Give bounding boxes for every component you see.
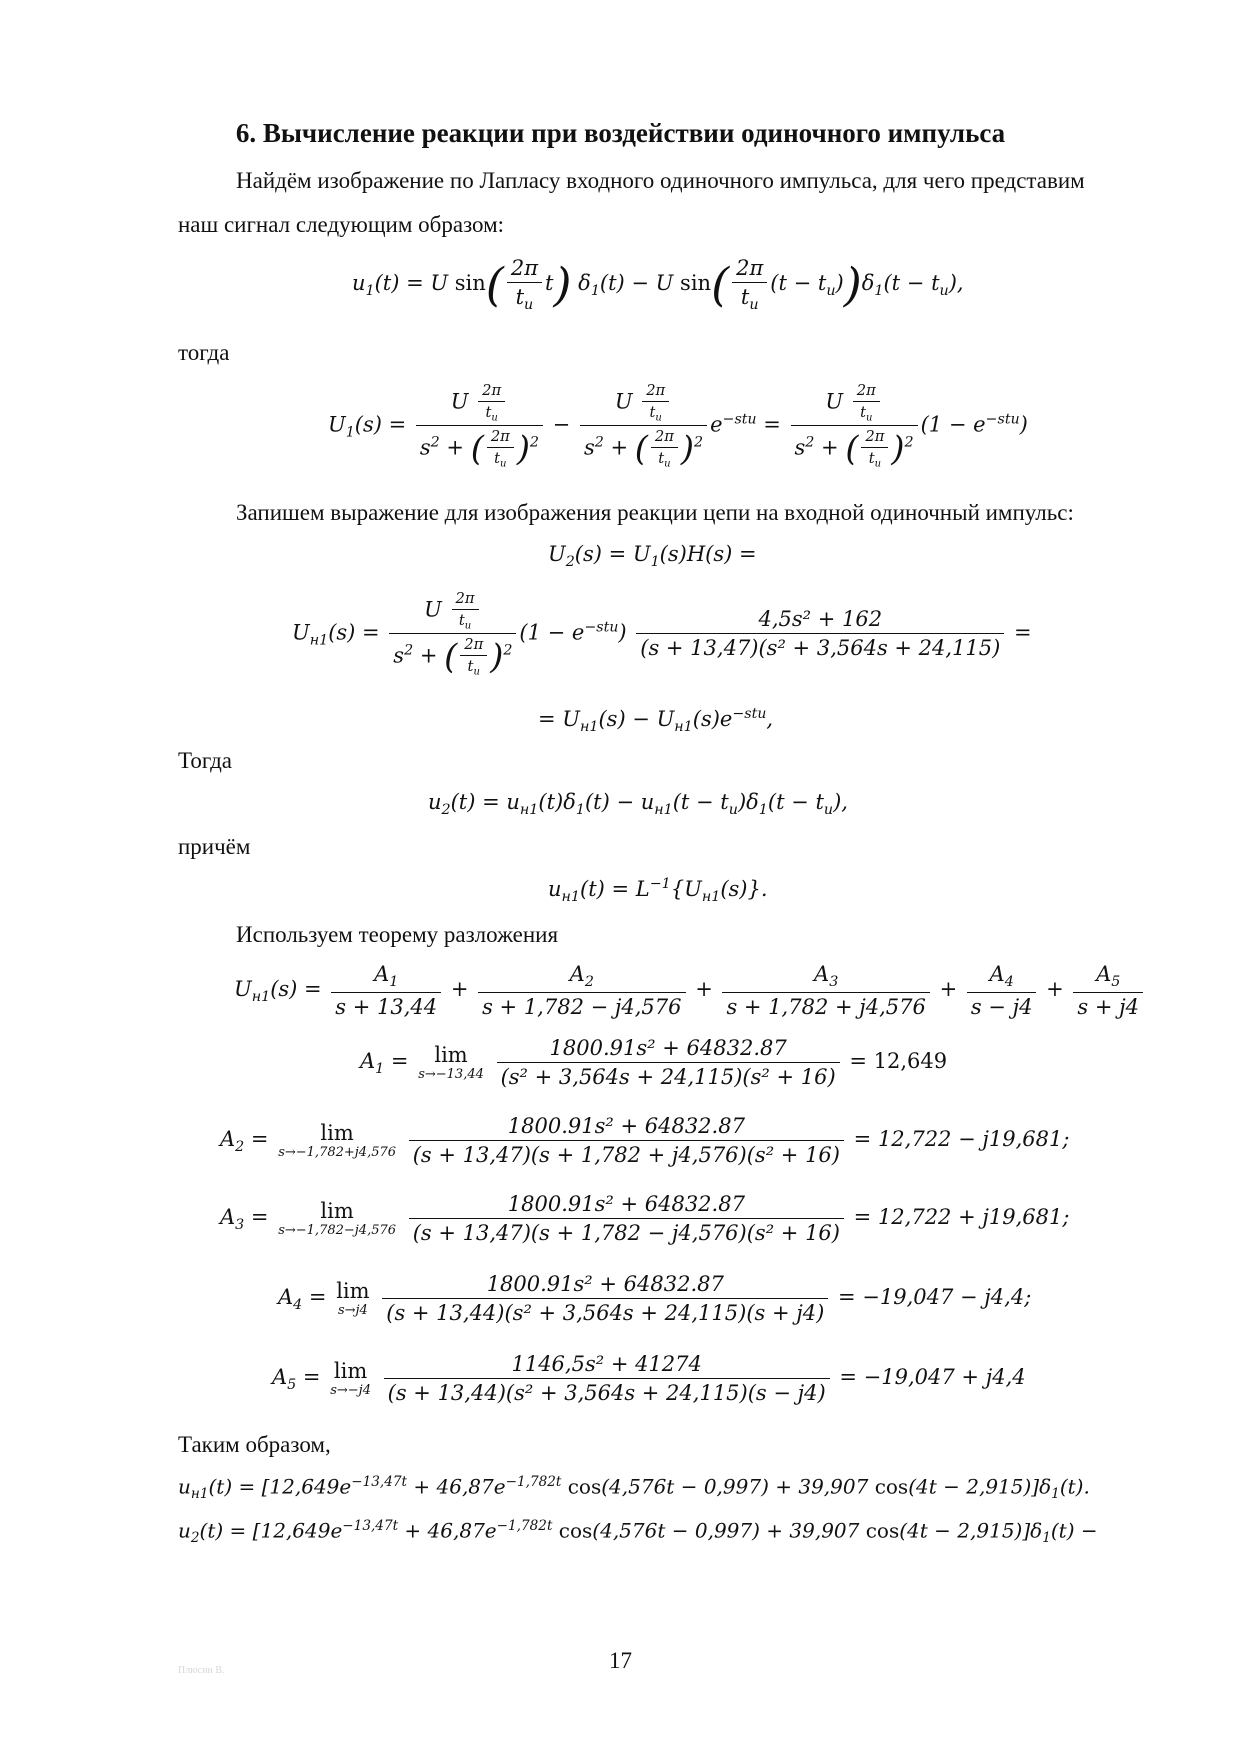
formula-U2s: $U_2(s) = U_1(s)H(s)$ = — [548, 542, 757, 570]
formula-A5: $A_5$ = lim s→−j4 $\frac{\text{1146,5s² + 41274}}{\text{(s + 13,44)(s² + 3,564s + 24,115)(s − j4)}}$ = −19,047 + j4,4 — [272, 1352, 1026, 1405]
transfer-numerator: 4,5s² + 162 — [636, 607, 1004, 634]
formula-expansion: $U_{н1}(s)$ = $\frac{A_1}{s + 13,44}$ + $\frac{A_2}{s + 1,782 - j4,576}$ + $\frac{A_3}{s + 1,782 + j4,576}$ + $\frac{A_4}{s - j4}$ + $\frac{A_5}{s + j4}$ — [234, 962, 1146, 1019]
paragraph-reaction: Запишем выражение для изображения реакции цепи на входной одиночный импульс: — [236, 500, 1074, 525]
watermark: Плюсин В. — [178, 1665, 225, 1676]
transfer-denominator: (s + 13,47)(s² + 3,564s + 24,115) — [640, 636, 1001, 661]
word-togda: тогда — [178, 340, 230, 365]
paragraph-laplace-line1: Найдём изображение по Лапласу входного одиночного импульса, для чего представим — [236, 168, 1085, 193]
paragraph-expansion: Используем теорему разложения — [236, 922, 559, 947]
word-takim-obrazom: Таким образом, — [178, 1432, 331, 1457]
page-number: 17 — [609, 1648, 632, 1673]
paragraph-laplace-line2: наш сигнал следующим образом: — [178, 212, 505, 237]
formula-A1: $A_1$ = lim s→−13,44 $\frac{\text{1800.91s² + 64832.87}}{\text{(s² + 3,564s + 24,115)(s² + 16)}}$ = 12,649 — [360, 1036, 948, 1089]
formula-inverse-laplace: $u_{н1}(t) = L^{-1}\{U_{н1}(s)\}$. — [548, 876, 768, 905]
formula-u2t: $u_2(t) = u_{н1}(t)\delta_1(t) - u_{н1}(t - t_и)\delta_1(t - t_и)$, — [428, 790, 848, 818]
formula-un1t: $u_{н1}(t) = [12,649e^{-13,47t} + 46,87e^{-1,782t}$ cos(4,576t − 0,997) + 39,907 $\cos(4t - 2,915)]\delta_1(t)$. — [178, 1474, 1090, 1503]
formula-u1: $u_1(t) = U$ sin( $\frac{2\pi}{t_и}$ t) $\delta_1(t) - U$ sin( $\frac{2\pi}{t_и}$ $(t - t_и))\delta_1(t - t_и)$, — [352, 256, 964, 313]
formula-A2: $A_2$ = lim s→−1,782+j4,576 $\frac{\text{1800.91s² + 64832.87}}{\text{(s + 13,47)(s + 1,782 + j4,576)(s² + 16)}}$ = 12,722 − j19,681; — [220, 1114, 1070, 1167]
formula-U1s: $U_1(s)$ = U $\frac{2\pi}{t_и}$ $s^2$ + ( $\frac{2\pi}{t_и}$ )$^2$ − U $\frac{2\pi}{t_и}$ $s^2$ + ( $\frac{2\pi}{t_и}$ )$^2$ $e^{-stи}$ = U $\frac{2\pi}{t_и}$ $s^2$ + ( $\frac{2\pi}{t_и}$ )$^2$ $(1 - e^{-stи})$ — [328, 382, 1028, 470]
formula-A3: $A_3$ = lim s→−1,782−j4,576 $\frac{\text{1800.91s² + 64832.87}}{\text{(s + 13,47)(s + 1,782 − j4,576)(s² + 16)}}$ = 12,722 + j19,681; — [220, 1192, 1070, 1245]
section-heading: 6. Вычисление реакции при воздействии одиночного импульса — [235, 118, 1006, 148]
word-prichem: причём — [178, 834, 251, 859]
formula-Un1s: $U_{н1}(s)$ = U $\frac{2\pi}{t_и}$ $s^2$ + ( $\frac{2\pi}{t_и}$ )$^2$ $(1 - e^{-stи})$ $\frac{\text{4,5s² + 162}}{\text{(s + 13,47)(s² + 3,564s + 24,115)}}$ = — [292, 590, 1032, 678]
formula-Un1s-split: = $U_{н1}(s) - U_{н1}(s)e^{-stи}$, — [538, 706, 774, 735]
formula-u2t-result: $u_2(t) = [12,649e^{-13,47t} + 46,87e^{-1,782t}$ cos(4,576t − 0,997) + 39,907 $\cos(4t - 2,915)]\delta_1(t)$ − — [178, 1518, 1098, 1547]
formula-A4: $A_4$ = lim s→j4 $\frac{\text{1800.91s² + 64832.87}}{\text{(s + 13,44)(s² + 3,564s + 24,115)(s + j4)}}$ = −19,047 − j4,4; — [278, 1272, 1032, 1325]
word-Togda: Тогда — [178, 748, 233, 773]
